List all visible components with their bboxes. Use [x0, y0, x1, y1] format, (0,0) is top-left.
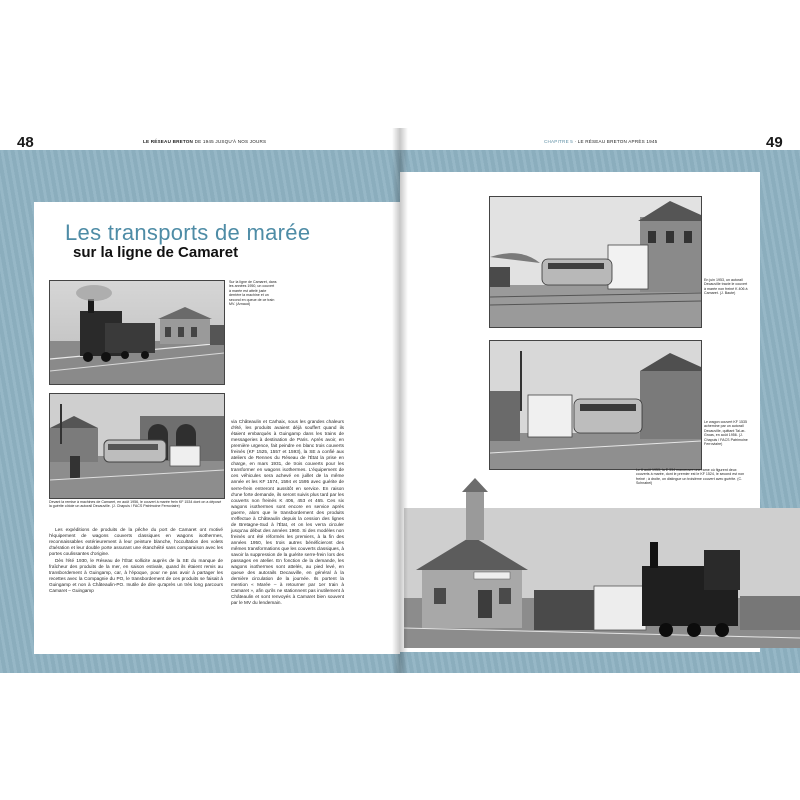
- paragraph: Dès l'été 1930, le Réseau de l'État sollicite auprès de la SE du manque de fraîcheur des produits de la mer, en saison estivale, quand ils étaient remis au transbordement à Guingamp, car, à l'époque, pour ne pas avoir à partager les recettes avec la Compagnie du PO, le transbordement de ces produits se faisait à Guingamp et non à Châteaulin-PO. Inutile de dire qu'après un très long parcours Camaret – Guingamp: [49, 558, 223, 594]
- page-number-left: 48: [17, 134, 34, 151]
- right-photo2-caption: Le wagon couvert KF 1535 achemine par un autorail Decauville, quittant Tal-ar-Groas, en août 1956. (J. Chapuis / FACS Patrimoine Ferroviaire): [704, 420, 748, 447]
- photo-e334-manoeuvre-1953: [404, 478, 800, 648]
- gutter-shadow: [392, 128, 408, 673]
- photo-camaret-depot: [49, 393, 225, 499]
- photo2-caption: Devant la remise à machines de Camaret, en août 1956, le couvert à marée frein KF 1534 dont on a déposé la guérite côtoie un autorail Decauville. (J. Chapuis / FACS Patrimoine Ferroviaire): [49, 500, 222, 509]
- photo-camaret-station-steam: [49, 280, 225, 385]
- article-subtitle: sur la ligne de Camaret: [73, 244, 239, 261]
- paragraph: Les expéditions de produits de la pêche du port de Camaret ont motivé l'équipement de wagons couverts classiques en wagons isothermes, reconnaissables extérieurement à leur peinture blanche, l'occultation des volets d'aération et leur double porte assurant une étanchéité sans comparaison avec les portes coulissantes d'origine.: [49, 527, 223, 557]
- photo-autorail-camaret-1953: [489, 196, 702, 328]
- running-head-left: LE RÉSEAU BRETON DE 1945 JUSQU'À NOS JOURS: [143, 139, 267, 144]
- right-photo1-caption: En juin 1953, un autorail Decauville tracte le couvert à marée non freiné K 406 à Camaret. (J. Baute): [704, 278, 748, 296]
- right-photo3-caption: Le 6 août 1953, la E 334 manœuvre une rame où figurent deux couverts à marée, dont le premier est le KF 1524, le second est non freiné ; à droite, on distingue un troisième couvert avec guérite. (C. Schnabel): [636, 468, 745, 486]
- photo-tal-ar-groas-1956: [489, 340, 702, 470]
- paragraph: via Châteaulin et Carhaix, sous les grandes chaleurs d'été, les produits avaient déjà souffert quand ils étaient embarqués à Guingamp dans les trains de messageries à destination de Paris. Après avoir, en première urgence, fait peindre en blanc trois couverts freinés (KF 1525, 1557 et 1593), la SE a confié aux ateliers de Rennes du Réseau de l'État la prise en charge, en mars 1931, de trois couverts pour les transformer en wagons isothermes. L'équipement de ces véhicules sera achevé en juillet de la même année et les KF 1574, 1594 et 1595 avec guérite de serre-frein entreront aussitôt en service. En raison d'une forte demande, ils seront suivis plus tard par les couverts non freinés K 406, 453 et 465. Ces six wagons isothermes sont encore en service après guerre, alors que le transbordement des produits s'effectue à Châteaulin depuis la cession des lignes de Bretagne-Sud à l'État, et on les verra circuler jusqu'au début des années 1960. Si des modèles non freinés ont été réformés les premiers, à la fin des années 1950, les trois autres bénéficieront des mêmes transformations que les couverts classiques, à savoir la suppression de la guérite serre-frein lors des passages en atelier. En fonction de la demande, les wagons isothermes sont attelés, au pied levé, en queue des autorails Decauville, en général à la dernière circulation de la journée. Ils portent la mention « Marée – à retourner par 1er train à Camaret », afin qu'ils ne stationnent pas inutilement à Châteaulin et sont renvoyés à Camaret bien souvent par le MV du lendemain.: [231, 419, 344, 606]
- running-head-right: CHAPITRE 5 · LE RÉSEAU BRETON APRÈS 1945: [544, 139, 658, 144]
- right-page: [400, 128, 800, 673]
- body-column-2: [231, 419, 344, 606]
- article-title: Les transports de marée: [65, 220, 311, 245]
- body-column-1: [49, 527, 223, 595]
- left-page: [0, 128, 400, 673]
- page-number-right: 49: [766, 134, 783, 151]
- photo1-caption: Sur la ligne de Camaret, dans les années 1950, un couvert à marée est attelé juste derrière la machine et un second en queue de ce train MV. (Arnaud): [229, 280, 277, 307]
- magazine-spread: [0, 128, 800, 673]
